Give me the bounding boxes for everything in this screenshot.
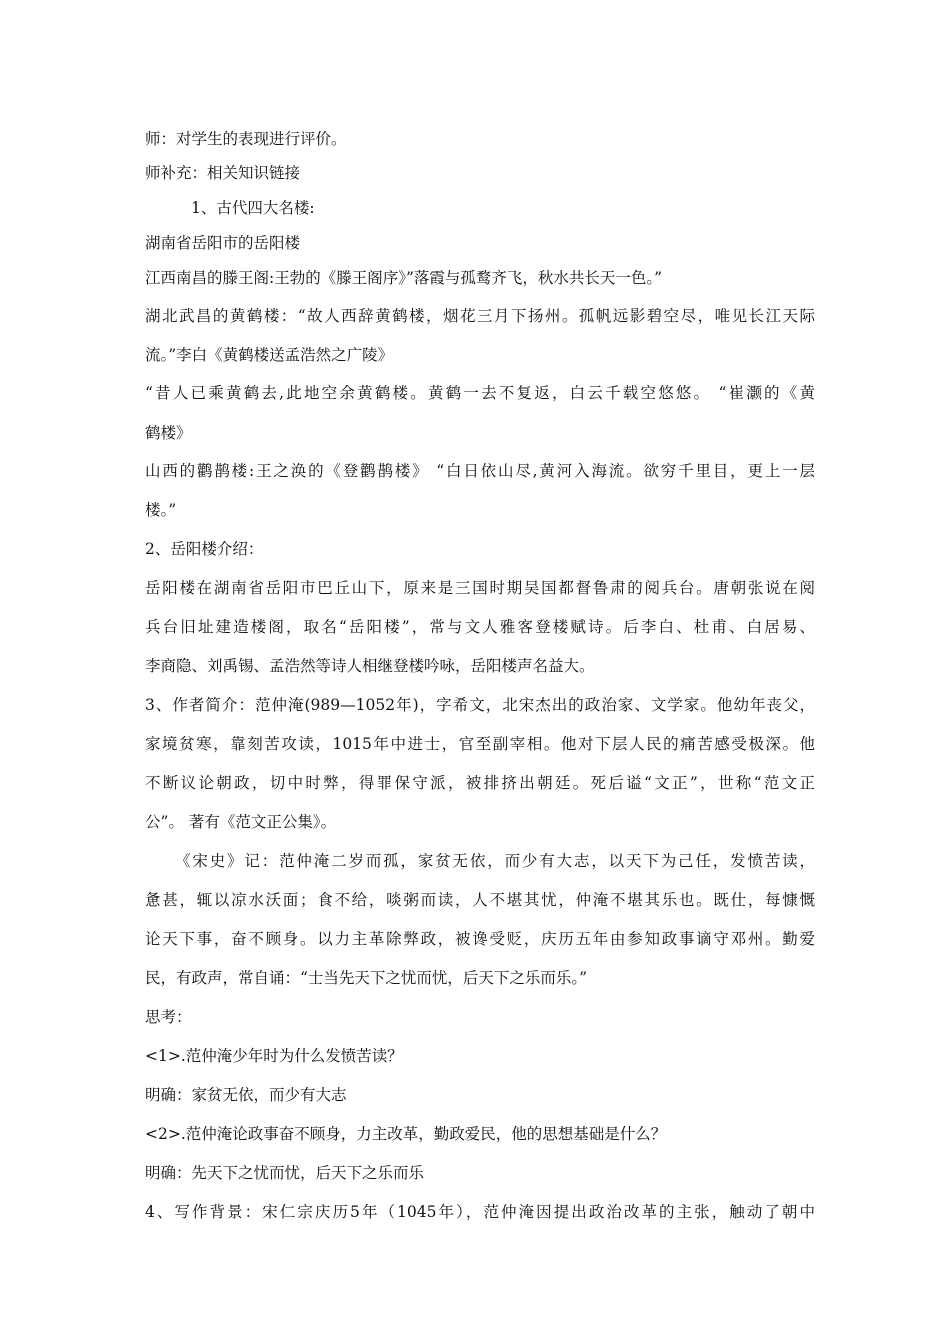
answer-2: 明确：先天下之忧而忧，后天下之乐而乐 [145, 1164, 425, 1182]
section-heading-1: 1、古代四大名楼: [191, 199, 315, 217]
text-line-10: 山西的鹳鹊楼:王之涣的《登鹳鹊楼》 “白日依山尽,黄河入海流。欲穷千里目，更上一层 [145, 462, 815, 480]
text-line-23: 民，有政声，常自诵：“士当先天下之忧而忧，后天下之乐而乐。” [145, 969, 588, 987]
question-2: <2>.范仲淹论政事奋不顾身，力主改革，勤政爱民，他的思想基础是什么？ [145, 1125, 667, 1143]
text-line-7: 流。”李白《黄鹤楼送孟浩然之广陵》 [145, 346, 394, 364]
question-1: <1>.范仲淹少年时为什么发愤苦读？ [145, 1047, 403, 1065]
text-line-21: 惫甚，辄以凉水沃面；食不给，啖粥而读，人不堪其忧，仲淹不堪其乐也。既仕，每慷慨 [145, 891, 815, 909]
answer-1: 明确：家贫无依，而少有大志 [145, 1086, 347, 1104]
section-heading-3: 3、作者简介：范仲淹(989—1052年)，字希文，北宋杰出的政治家、文学家。他幼年丧父， [145, 696, 815, 714]
text-line-18: 不断议论朝政，切中时弊，得罪保守派，被排挤出朝廷。死后谥“文正”，世称“范文正 [145, 774, 815, 792]
text-line-17: 家境贫寒，靠刻苦攻读，1015年中进士，官至副宰相。他对下层人民的痛苦感受极深。他 [145, 735, 815, 753]
text-line-13: 岳阳楼在湖南省岳阳市巴丘山下，原来是三国时期吴国都督鲁肃的阅兵台。唐朝张说在阅 [145, 579, 815, 597]
text-line-6: 湖北武昌的黄鹤楼：“故人西辞黄鹤楼，烟花三月下扬州。孤帆远影碧空尽，唯见长江天际 [145, 307, 815, 325]
text-line-5: 江西南昌的滕王阁:王勃的《滕王阁序》”落霞与孤鹜齐飞，秋水共长天一色。” [145, 269, 663, 287]
text-line-20: 《宋史》记：范仲淹二岁而孤，家贫无依，而少有大志，以天下为己任，发愤苦读， [175, 852, 815, 870]
text-line-19: 公”。 著有《范文正公集》。 [145, 813, 337, 831]
text-line-11: 楼。” [145, 501, 177, 519]
text-line-8: “昔人已乘黄鹤去,此地空余黄鹤楼。黄鹤一去不复返，白云千载空悠悠。 “崔灏的《黄 [145, 384, 815, 402]
text-line-15: 李商隐、刘禹锡、孟浩然等诗人相继登楼吟咏，岳阳楼声名益大。 [145, 657, 595, 675]
section-heading-4: 4、写作背景：宋仁宗庆历5年（1045年），范仲淹因提出政治改革的主张，触动了朝中 [145, 1203, 815, 1221]
text-line-4: 湖南省岳阳市的岳阳楼 [145, 234, 301, 252]
text-line-1: 师：对学生的表现进行评价。 [145, 130, 347, 148]
text-line-14: 兵台旧址建造楼阁，取名“岳阳楼”，常与文人雅客登楼赋诗。后李白、杜甫、白居易、 [145, 618, 815, 636]
text-line-2: 师补充：相关知识链接 [145, 164, 301, 182]
text-line-9: 鹤楼》 [145, 424, 192, 442]
text-line-24: 思考： [145, 1008, 192, 1026]
section-heading-2: 2、岳阳楼介绍： [145, 540, 264, 558]
text-line-22: 论天下事，奋不顾身。以力主革除弊政，被谗受贬，庆历五年由参知政事谪守邓州。勤爱 [145, 930, 815, 948]
